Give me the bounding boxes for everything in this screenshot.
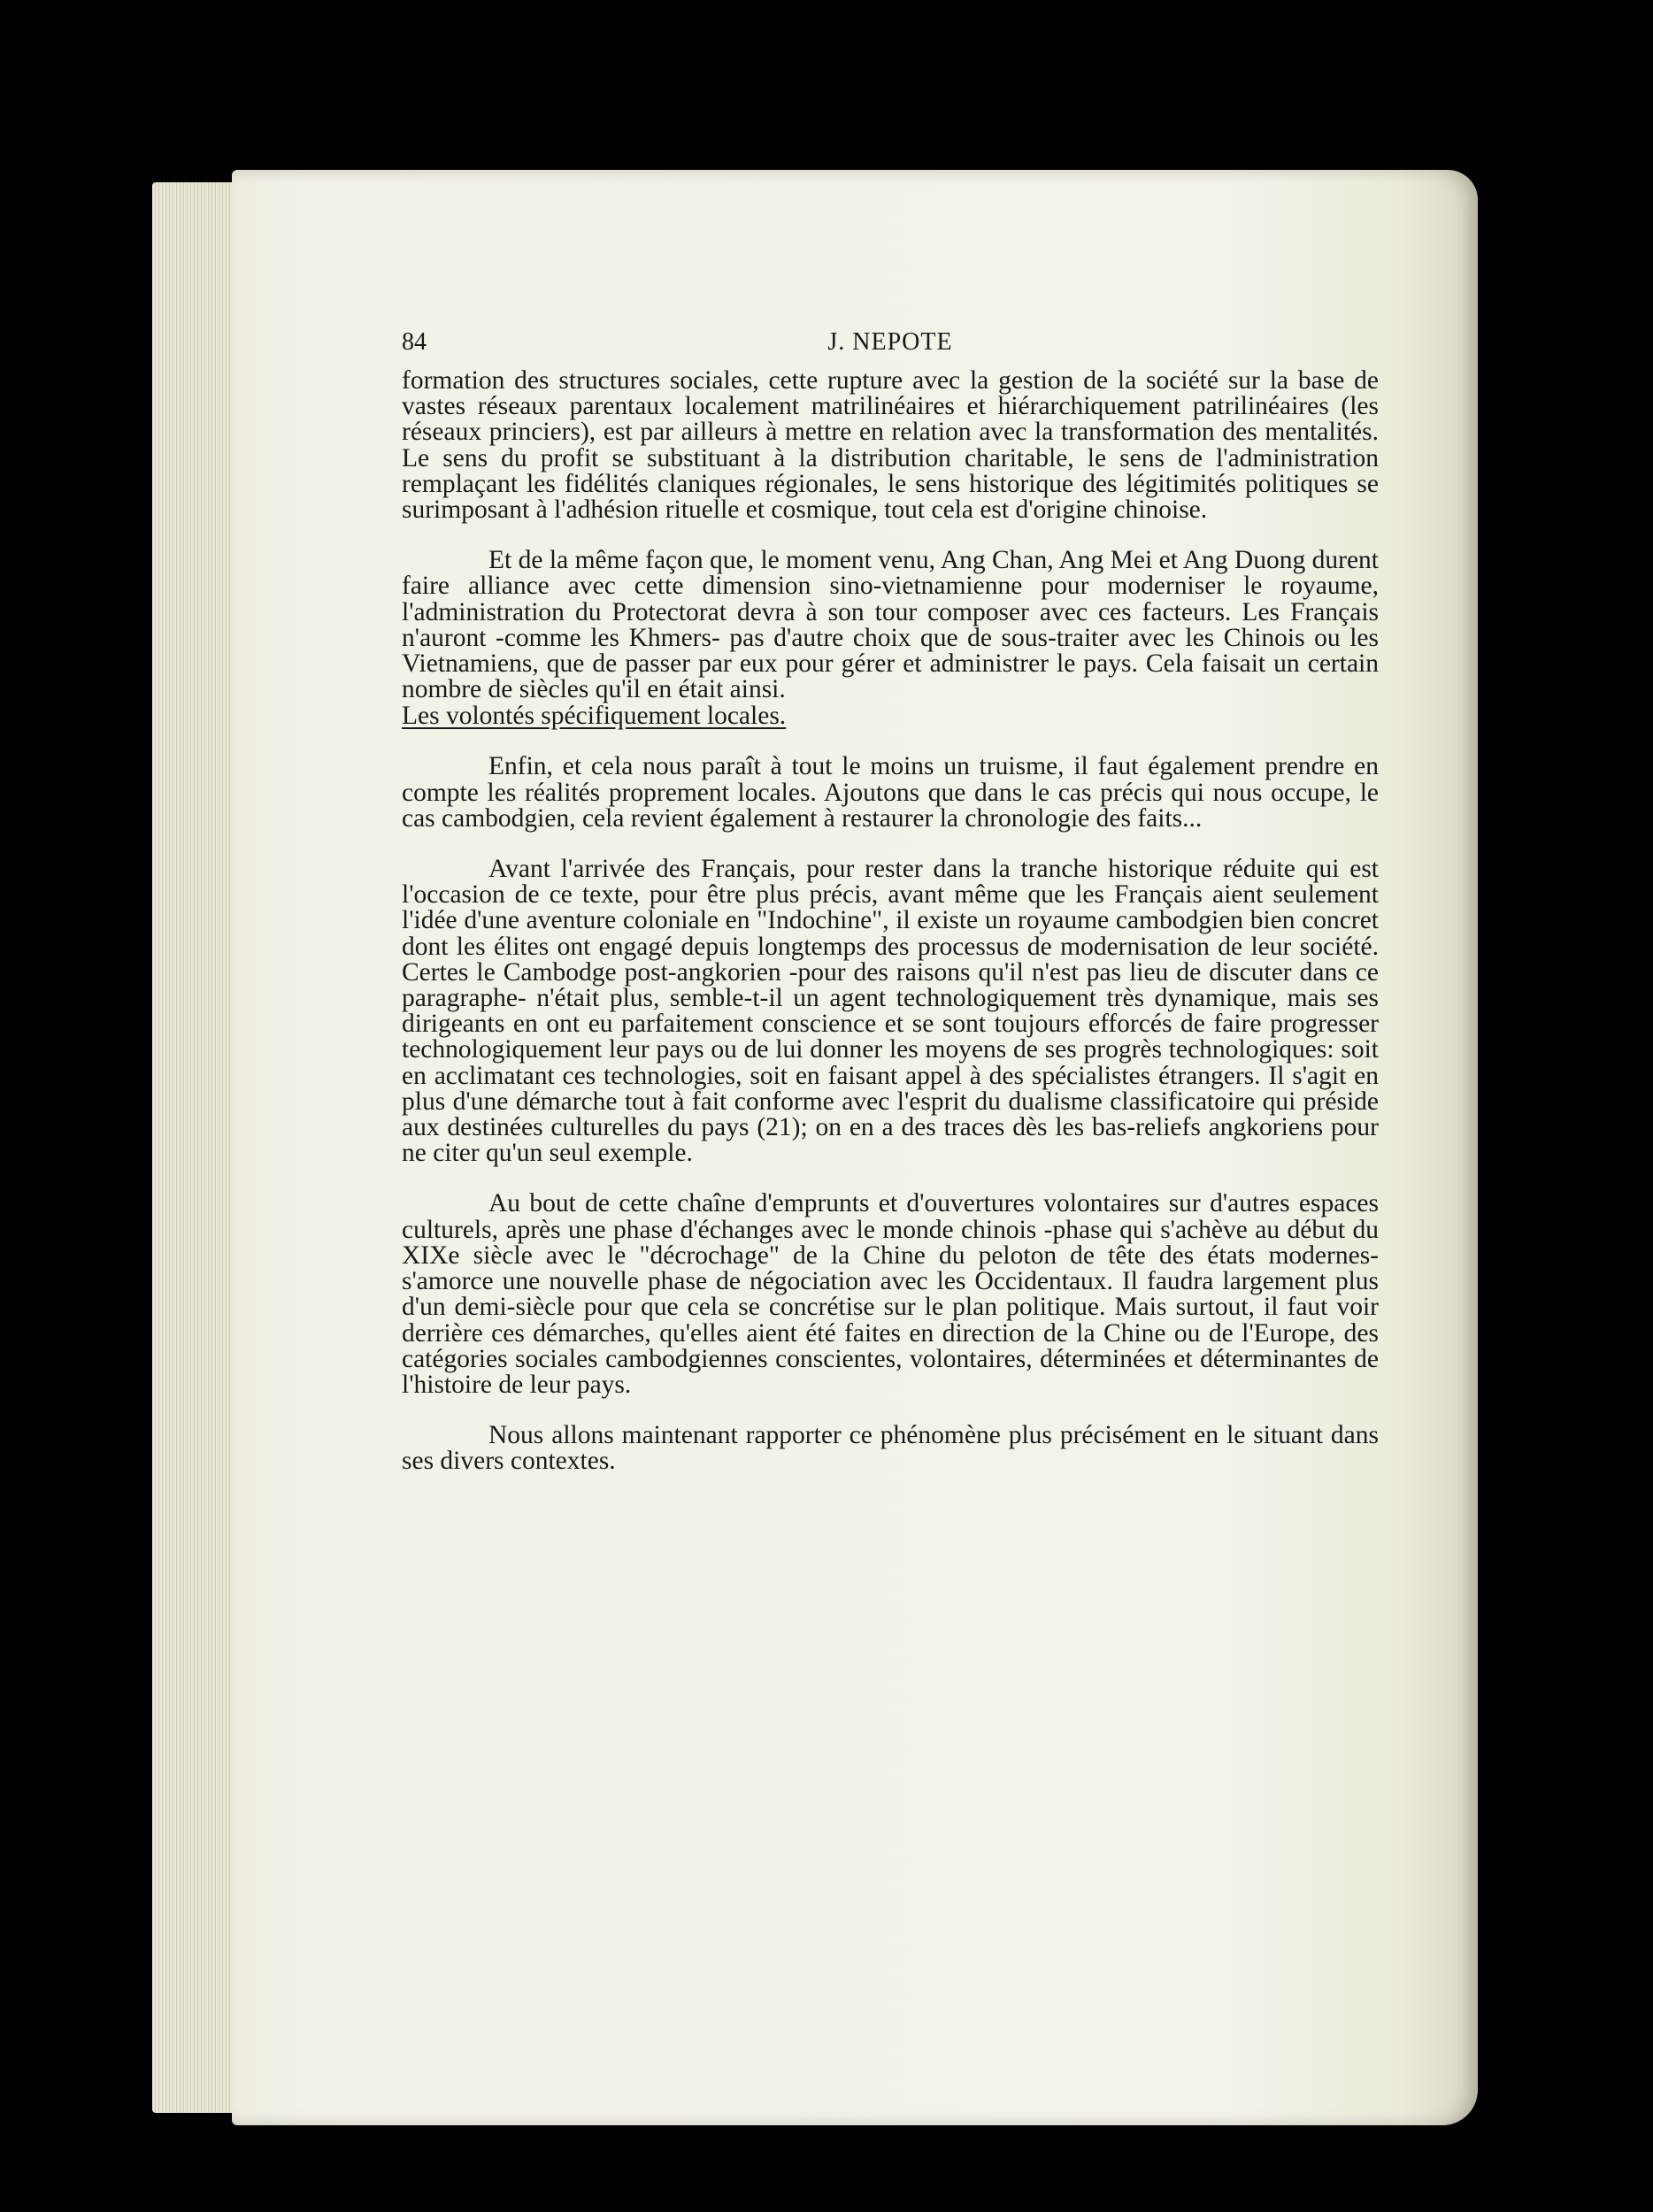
section-heading: Les volontés spécifiquement locales. (402, 702, 787, 731)
header-title: J. NEPOTE (827, 328, 953, 356)
page-number: 84 (402, 328, 427, 356)
paragraph-4: Avant l'arrivée des Français, pour rester dans la tranche historique réduite qui est l'occasion de ce texte, pour être plus précis, avant même que les Français aient seulement l'idée d'une aventure coloniale en "Indochine", il existe un royaume cambodgien bien concret dont les élites ont engagé depuis longtemps des processus de modernisation de leur société. Certes le Cambodge post-angkorien -pour des raisons qu'il n'est pas lieu de discuter dans ce paragraphe- n'était plus, semble-t-il un agent technologiquement très dynamique, mais ses dirigeants en ont eu parfaitement conscience et se sont toujours efforcés de faire progresser technologiquement leur pays ou de lui donner les moyens de ses progrès technologiques: soit en acclimatant ces technologies, soit en faisant appel à des spécialistes étrangers. Il s'agit en plus d'une démarche tout à fait conforme avec l'esprit du dualisme classificatoire qui préside aux destinées culturelles du pays (21); on en a des traces dès les bas-reliefs angkoriens pour ne citer qu'un seul exemple. (402, 855, 1379, 1168)
paragraph-3: Enfin, et cela nous paraît à tout le moins un truisme, il faut également prendre en compte les réalités proprement locales. Ajoutons que dans le cas précis qui nous occupe, le cas cambodgien, cela revient également à restaurer la chronologie des faits... (402, 752, 1379, 833)
running-header (402, 317, 1379, 368)
paragraph-1: formation des structures sociales, cette rupture avec la gestion de la société sur la base de vastes réseaux parentaux localement matrilinéaires et hiérarchiquement patrilinéaires (les réseaux princiers), est par ailleurs à mettre en relation avec la transformation des mentalités. Le sens du profit se substituant à la distribution charitable, le sens de l'administration remplaçant les fidélités claniques régionales, le sens historique des légitimités politiques se surimposant à l'adhésion rituelle et cosmique, tout cela est d'origine chinoise. (402, 366, 1379, 525)
paragraph-6: Nous allons maintenant rapporter ce phénomène plus précisément en le situant dans ses divers contextes. (402, 1421, 1379, 1476)
paragraph-2: Et de la même façon que, le moment venu, Ang Chan, Ang Mei et Ang Duong durent faire alliance avec cette dimension sino-vietnamienne pour moderniser le royaume, l'administration du Protectorat devra à son tour composer avec ces facteurs. Les Français n'auront -comme les Khmers- pas d'autre choix que de sous-traiter avec les Chinois ou les Vietnamiens, que de passer par eux pour gérer et administrer le pays. Cela faisait un certain nombre de siècles qu'il en était ainsi. (402, 546, 1379, 704)
page-text-block (402, 317, 1379, 1475)
paragraph-5: Au bout de cette chaîne d'emprunts et d'ouvertures volontaires sur d'autres espaces culturels, après une phase d'échanges avec le monde chinois -phase qui s'achève au début du XIXe siècle avec le "décrochage" de la Chine du peloton de tête des états modernes- s'amorce une nouvelle phase de négociation avec les Occidentaux. Il faudra largement plus d'un demi-siècle pour que cela se concrétise sur le plan politique. Mais surtout, il faut voir derrière ces démarches, qu'elles aient été faites en direction de la Chine ou de l'Europe, des catégories sociales cambodgiennes conscientes, volontaires, déterminées et déterminantes de l'histoire de leur pays. (402, 1189, 1379, 1399)
